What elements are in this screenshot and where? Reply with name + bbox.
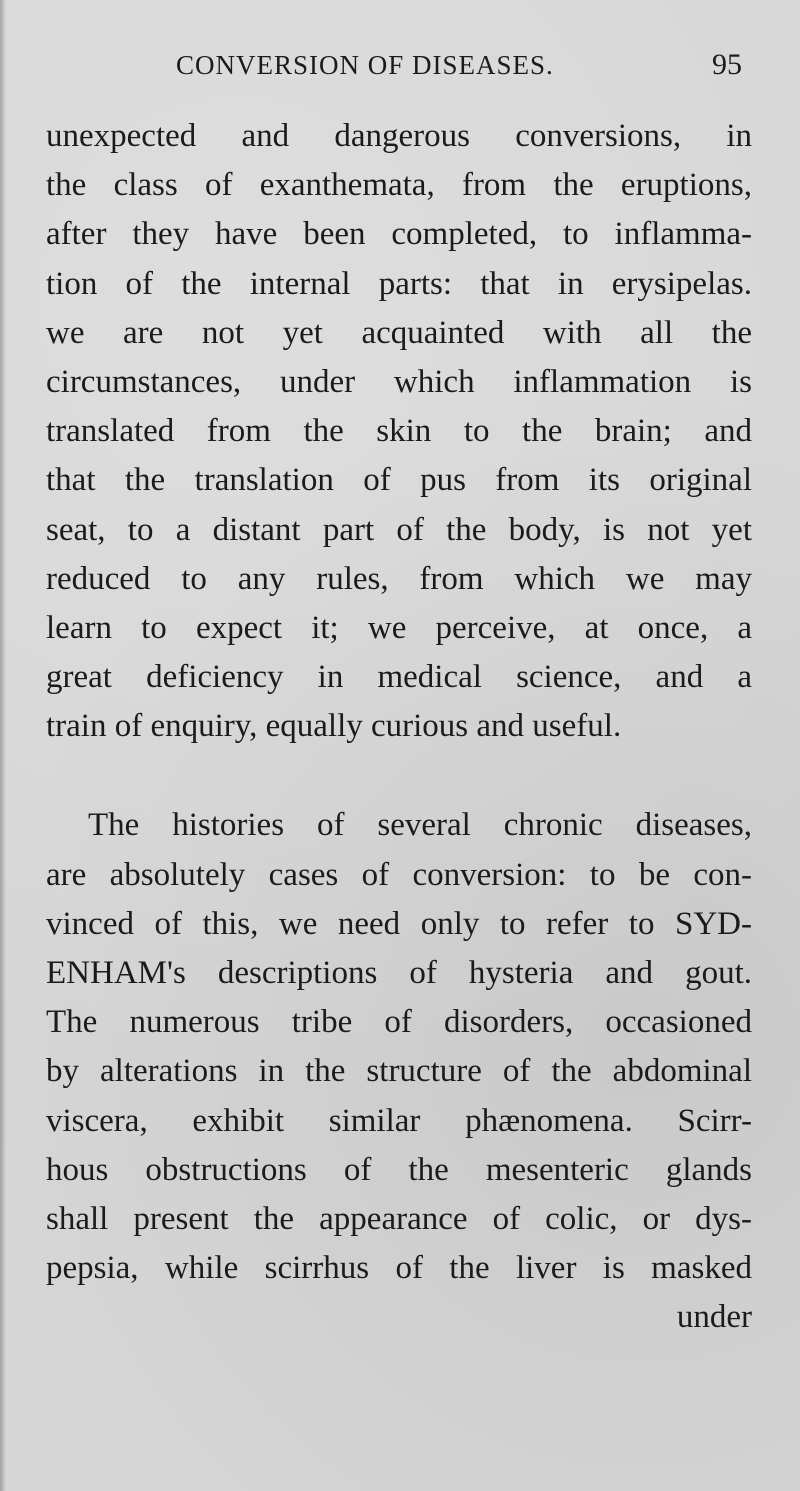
text-line: vinced of this, we need only to refer to SYD- bbox=[46, 905, 752, 942]
text-line: shall present the appearance of colic, or dys- bbox=[46, 1200, 752, 1237]
paragraph-1 bbox=[46, 112, 752, 751]
text-line: circumstances, under which inflammation is bbox=[46, 363, 752, 400]
text-line: we are not yet acquainted with all the bbox=[46, 314, 752, 351]
text-line: after they have been completed, to inflamma- bbox=[46, 216, 752, 253]
text-line: by alterations in the structure of the abdominal bbox=[46, 1053, 752, 1090]
text-line: the class of exanthemata, from the eruptions, bbox=[46, 167, 752, 204]
text-line: ENHAM's descriptions of hysteria and gout. bbox=[46, 955, 752, 991]
text-line: tion of the internal parts: that in erysipelas. bbox=[46, 265, 752, 302]
page-number: 95 bbox=[712, 48, 742, 81]
page-edge-shadow bbox=[0, 0, 6, 1491]
text-line: are absolutely cases of conversion: to be con- bbox=[46, 856, 752, 893]
text-line: that the translation of pus from its original bbox=[46, 462, 752, 499]
text-line: translated from the skin to the brain; and bbox=[46, 413, 752, 450]
paragraph-2 bbox=[46, 801, 752, 1293]
text-line: seat, to a distant part of the body, is not yet bbox=[46, 511, 752, 548]
running-head bbox=[46, 48, 752, 88]
body-text bbox=[46, 112, 752, 1343]
catchword: under bbox=[676, 1299, 752, 1336]
text-line: The histories of several chronic diseases, bbox=[88, 807, 752, 844]
text-line: unexpected and dangerous conversions, in bbox=[46, 118, 752, 154]
text-line: pepsia, while scirrhus of the liver is masked bbox=[46, 1250, 752, 1287]
text-line: great deficiency in medical science, and a bbox=[46, 659, 752, 696]
text-line: learn to expect it; we perceive, at once, a bbox=[46, 609, 752, 646]
text-line: train of enquiry, equally curious and useful. bbox=[46, 708, 622, 745]
text-line: viscera, exhibit similar phænomena. Scirr- bbox=[46, 1102, 752, 1139]
text-line: hous obstructions of the mesenteric glands bbox=[46, 1151, 752, 1188]
paragraph-gap bbox=[46, 751, 752, 801]
running-title: CONVERSION OF DISEASES. bbox=[176, 50, 554, 80]
text-line: The numerous tribe of disorders, occasioned bbox=[46, 1004, 752, 1041]
text-line: reduced to any rules, from which we may bbox=[46, 560, 752, 597]
